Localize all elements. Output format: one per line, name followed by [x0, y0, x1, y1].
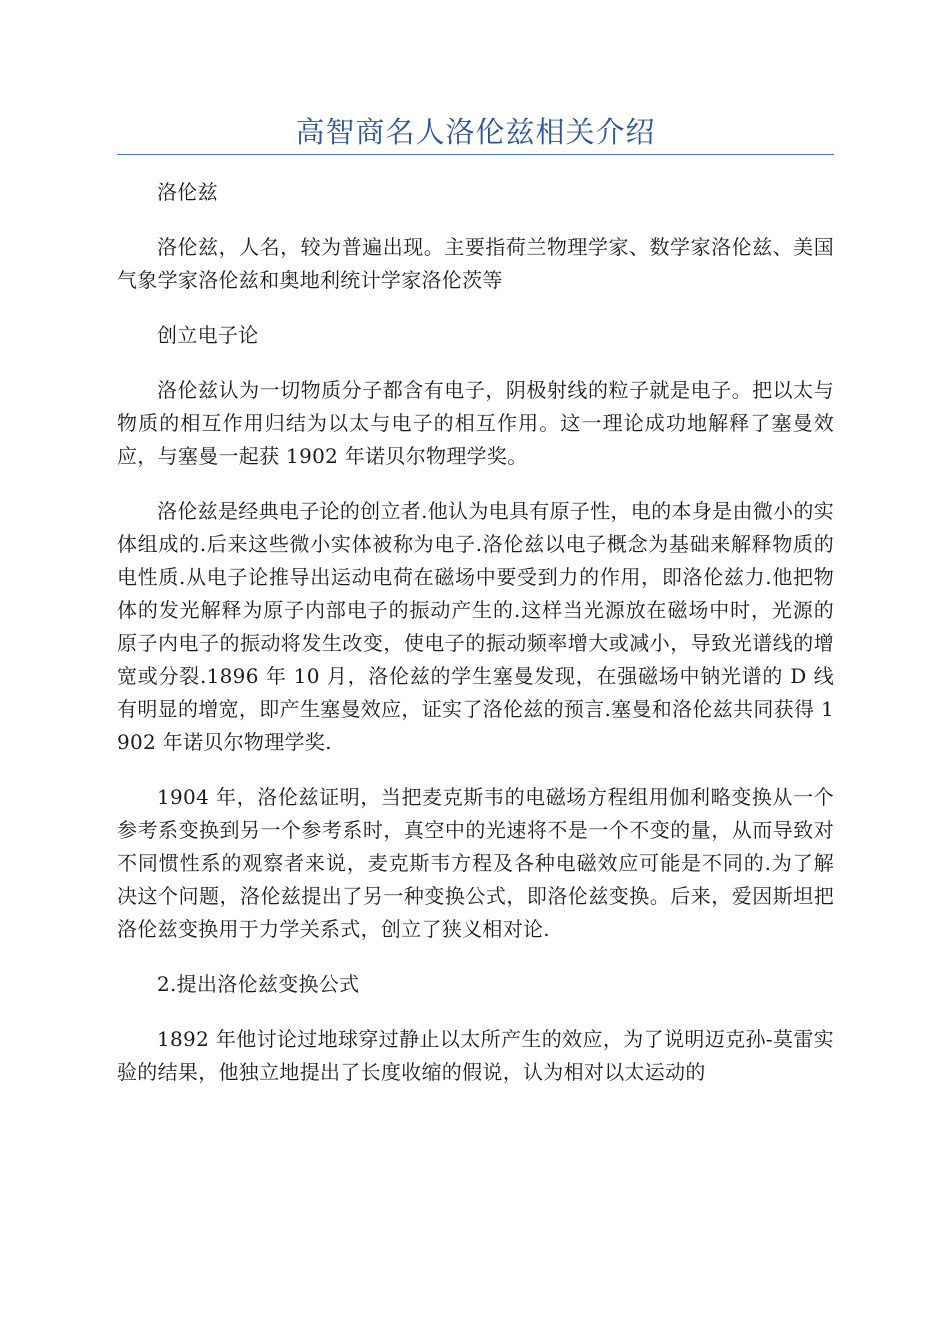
document-title: 高智商名人洛伦兹相关介绍	[295, 115, 656, 149]
document-body	[117, 176, 834, 1111]
paragraph-heading-transformation-formula: 2.提出洛伦兹变换公式	[157, 972, 360, 996]
paragraph-1892-length-contraction: 1892 年他讨论过地球穿过静止以太所产生的效应，为了说明迈克孙-莫雷实验的结果，他独立地提出了长度收缩的假说，认为相对以太运动的	[117, 1027, 834, 1084]
title-underline	[117, 154, 834, 155]
paragraph-heading-electron-theory: 创立电子论	[157, 323, 259, 347]
paragraph-intro: 洛伦兹，人名，较为普遍出现。主要指荷兰物理学家、数学家洛伦兹、美国气象学家洛伦兹和奥地利统计学家洛伦茨等	[117, 235, 834, 292]
paragraph-heading-lorentz: 洛伦兹	[157, 180, 218, 204]
paragraph-lorentz-transformation-1904: 1904 年，洛伦兹证明，当把麦克斯韦的电磁场方程组用伽利略变换从一个参考系变换到另一个参考系时，真空中的光速将不是一个不变的量，从而导致对不同惯性系的观察者来说，麦克斯韦方程及各种电磁效应可能是不同的.为了解决这个问题，洛伦兹提出了另一种变换公式，即洛伦兹变换。后来，爱因斯坦把洛伦兹变换用于力学关系式，创立了狭义相对论.	[117, 785, 834, 941]
paragraph-electron-theory-summary: 洛伦兹认为一切物质分子都含有电子，阴极射线的粒子就是电子。把以太与物质的相互作用归结为以太与电子的相互作用。这一理论成功地解释了塞曼效应，与塞曼一起获 1902 年诺贝尔物理学奖。	[117, 378, 834, 468]
paragraph-electron-theory-detail: 洛伦兹是经典电子论的创立者.他认为电具有原子性，电的本身是由微小的实体组成的.后来这些微小实体被称为电子.洛伦兹以电子概念为基础来解释物质的电性质.从电子论推导出运动电荷在磁场中要受到力的作用，即洛伦兹力.他把物体的发光解释为原子内部电子的振动产生的.这样当光源放在磁场中时，光源的原子内电子的振动将发生改变，使电子的振动频率增大或减小，导致光谱线的增宽或分裂.1896 年 10 月，洛伦兹的学生塞曼发现，在强磁场中钠光谱的 D 线有明显的增宽，即产生塞曼效应，证实了洛伦兹的预言.塞曼和洛伦兹共同获得 1902 年诺贝尔物理学奖.	[117, 499, 834, 754]
